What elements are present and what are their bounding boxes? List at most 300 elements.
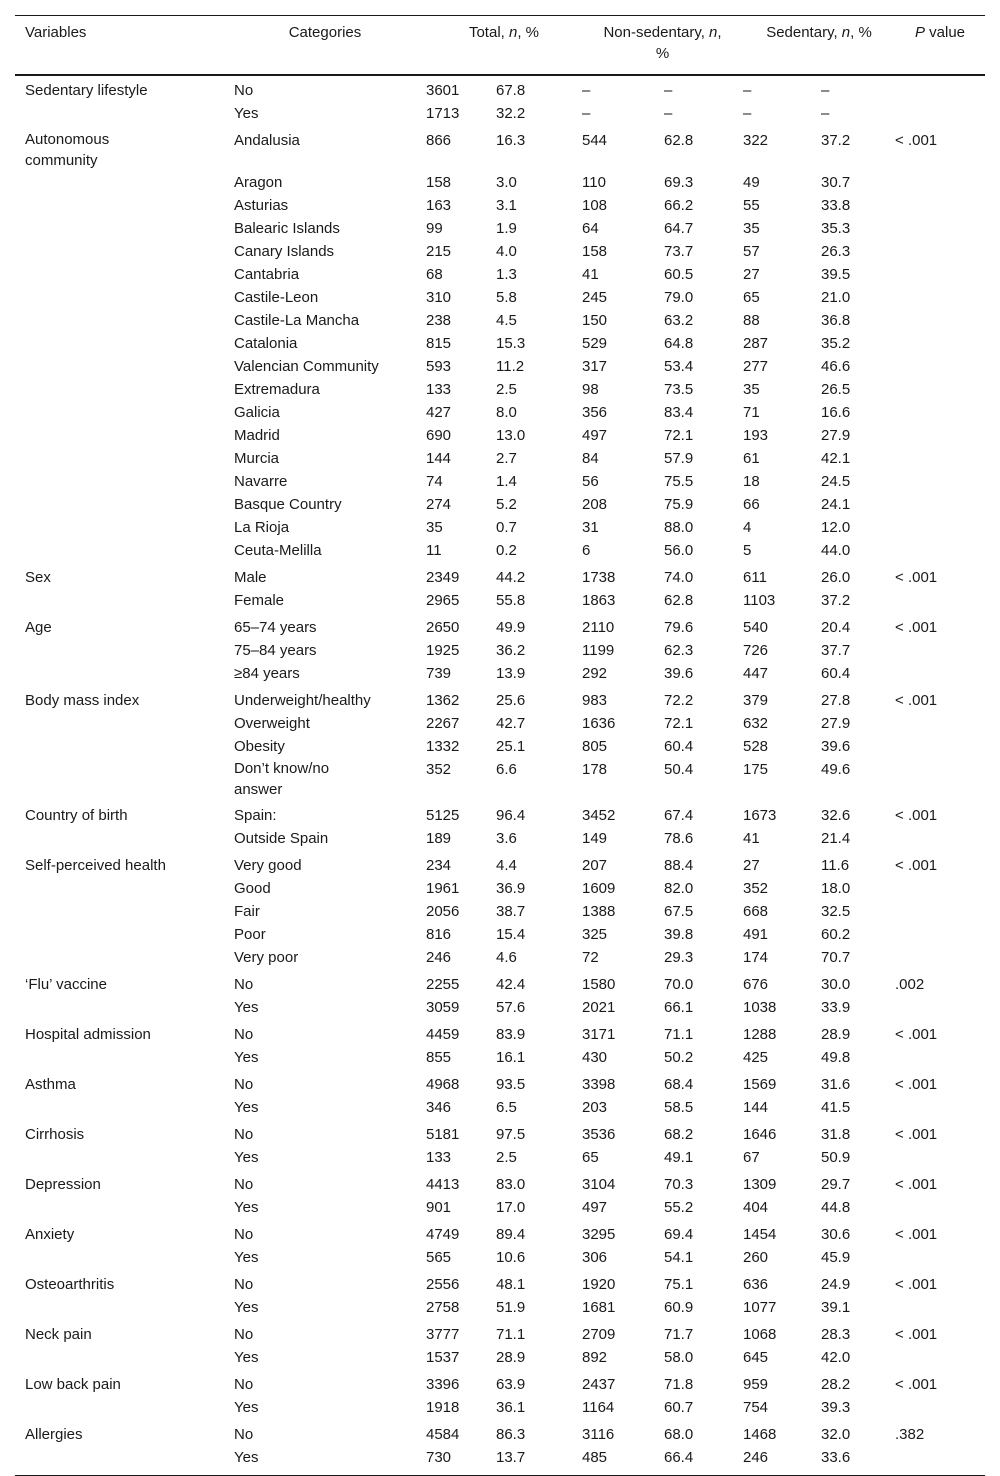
header-non-sedentary: Non-sedentary, n, %: [582, 16, 743, 76]
table-row: [15, 1121, 985, 1146]
p-value-cell: < .001: [895, 857, 938, 874]
category-cell: No: [234, 1226, 254, 1243]
non-sedentary-n-cell: 110: [582, 174, 606, 191]
variable-cell: Neck pain: [25, 1326, 92, 1343]
non-sedentary-n-cell: 158: [582, 243, 608, 260]
table-row: [15, 1246, 985, 1271]
total-n-cell: 2556: [426, 1276, 460, 1293]
total-pct-cell: 4.5: [496, 312, 517, 329]
total-pct-cell: 25.1: [496, 738, 526, 755]
sedentary-n-cell: 540: [743, 619, 769, 636]
total-n-cell: 3777: [426, 1326, 460, 1343]
total-pct-cell: 11.2: [496, 358, 525, 375]
variable-cell: [15, 447, 224, 470]
variable-cell: [15, 1446, 224, 1476]
table-row: [15, 1096, 985, 1121]
sedentary-n-cell: 1673: [743, 807, 777, 824]
category-cell: Fair: [234, 903, 260, 920]
sedentary-n-cell: 35: [743, 220, 760, 237]
non-sedentary-pct-cell: 68.2: [664, 1126, 694, 1143]
category-cell: No: [234, 1076, 254, 1093]
variable-cell: [15, 401, 224, 424]
category-cell: No: [234, 1026, 254, 1043]
category-cell: Yes: [234, 1299, 259, 1316]
p-value-cell: [895, 194, 985, 217]
total-pct-cell: 67.8: [496, 82, 526, 99]
table-row: [15, 1396, 985, 1421]
p-value-cell: [895, 217, 985, 240]
sedentary-pct-cell: 16.6: [821, 404, 851, 421]
category-cell: Yes: [234, 999, 259, 1016]
header-total: Total, n, %: [426, 16, 582, 76]
category-cell: No: [234, 1426, 254, 1443]
total-n-cell: 310: [426, 289, 452, 306]
variable-cell: [15, 923, 224, 946]
p-value-cell: < .001: [895, 1226, 938, 1243]
total-n-cell: 2349: [426, 569, 460, 586]
sedentary-pct-cell: 21.0: [821, 289, 851, 306]
total-pct-cell: 15.4: [496, 926, 526, 943]
sedentary-pct-cell: –: [821, 82, 830, 99]
non-sedentary-pct-cell: 54.1: [664, 1249, 694, 1266]
total-pct-cell: 10.6: [496, 1249, 526, 1266]
total-n-cell: 1713: [426, 105, 460, 122]
table-row: [15, 564, 985, 589]
category-cell: Spain:: [234, 807, 277, 824]
total-pct-cell: 96.4: [496, 807, 526, 824]
category-cell: Murcia: [234, 450, 280, 467]
non-sedentary-pct-cell: 82.0: [664, 880, 694, 897]
non-sedentary-pct-cell: 62.8: [664, 132, 694, 149]
sedentary-n-cell: 144: [743, 1099, 769, 1116]
non-sedentary-pct-cell: 88.4: [664, 857, 694, 874]
category-cell: Yes: [234, 1149, 259, 1166]
non-sedentary-n-cell: 150: [582, 312, 608, 329]
total-n-cell: 68: [426, 266, 443, 283]
non-sedentary-n-cell: 1738: [582, 569, 616, 586]
total-pct-cell: 17.0: [496, 1199, 526, 1216]
non-sedentary-pct-cell: 72.2: [664, 692, 694, 709]
non-sedentary-n-cell: 149: [582, 830, 608, 847]
variable-cell: [15, 1296, 224, 1321]
sedentary-n-cell: 41: [743, 830, 760, 847]
non-sedentary-pct-cell: 69.3: [664, 174, 694, 191]
table-row: [15, 217, 985, 240]
total-n-cell: 1961: [426, 880, 460, 897]
sedentary-pct-cell: 39.5: [821, 266, 851, 283]
variable-cell: [15, 639, 224, 662]
total-pct-cell: 44.2: [496, 569, 526, 586]
total-n-cell: 866: [426, 132, 452, 149]
table-row: [15, 539, 985, 564]
table-row: [15, 378, 985, 401]
total-pct-cell: 4.4: [496, 857, 517, 874]
non-sedentary-pct-cell: 50.4: [664, 761, 694, 778]
p-value-cell: [895, 424, 985, 447]
p-value-cell: < .001: [895, 807, 938, 824]
table-body: [15, 75, 985, 1476]
non-sedentary-n-cell: 892: [582, 1349, 608, 1366]
category-cell: Castile-Leon: [234, 289, 319, 306]
table-row: [15, 1046, 985, 1071]
non-sedentary-n-cell: 2110: [582, 619, 615, 636]
table-row: [15, 1171, 985, 1196]
sedentary-n-cell: 193: [743, 427, 769, 444]
non-sedentary-pct-cell: 69.4: [664, 1226, 694, 1243]
variable-cell: [15, 900, 224, 923]
p-value-cell: .382: [895, 1426, 925, 1443]
variable-cell: [15, 424, 224, 447]
category-cell: ≥84 years: [234, 665, 300, 682]
total-pct-cell: 15.3: [496, 335, 526, 352]
p-value-cell: [895, 662, 985, 687]
total-pct-cell: 38.7: [496, 903, 526, 920]
sedentary-n-cell: 425: [743, 1049, 769, 1066]
total-n-cell: 1925: [426, 642, 460, 659]
table-row: [15, 827, 985, 852]
table-row: [15, 171, 985, 194]
table-row: [15, 852, 985, 877]
p-value-cell: < .001: [895, 1326, 938, 1343]
total-n-cell: 815: [426, 335, 452, 352]
category-cell: Catalonia: [234, 335, 298, 352]
sedentary-n-cell: 645: [743, 1349, 769, 1366]
category-cell: No: [234, 1376, 254, 1393]
variable-cell: [15, 712, 224, 735]
table-row: [15, 1196, 985, 1221]
sedentary-pct-cell: 49.8: [821, 1049, 851, 1066]
table-row: [15, 923, 985, 946]
total-pct-cell: 4.6: [496, 949, 517, 966]
sedentary-pct-cell: 27.9: [821, 715, 851, 732]
total-pct-cell: 5.8: [496, 289, 517, 306]
sedentary-pct-cell: 60.4: [821, 665, 851, 682]
p-value-cell: [895, 102, 985, 127]
variable-cell: [15, 493, 224, 516]
non-sedentary-pct-cell: 62.3: [664, 642, 694, 659]
sedentary-pct-cell: 42.1: [821, 450, 851, 467]
table-row: [15, 900, 985, 923]
total-pct-cell: 6.5: [496, 1099, 517, 1116]
p-value-cell: [895, 75, 985, 102]
sedentary-n-cell: 65: [743, 289, 760, 306]
non-sedentary-pct-cell: 58.0: [664, 1349, 694, 1366]
table-row: [15, 1296, 985, 1321]
table-row: [15, 424, 985, 447]
variable-cell: Age: [25, 619, 52, 636]
sedentary-pct-cell: 37.2: [821, 132, 851, 149]
variable-cell: [15, 217, 224, 240]
sedentary-n-cell: 4: [743, 519, 752, 536]
category-cell: Yes: [234, 1049, 259, 1066]
header-sedentary: Sedentary, n, %: [743, 16, 895, 76]
total-pct-cell: 36.2: [496, 642, 526, 659]
non-sedentary-n-cell: 41: [582, 266, 599, 283]
total-n-cell: 158: [426, 174, 452, 191]
non-sedentary-pct-cell: 60.9: [664, 1299, 694, 1316]
non-sedentary-n-cell: 497: [582, 1199, 608, 1216]
sedentary-pct-cell: 33.9: [821, 999, 851, 1016]
total-n-cell: 189: [426, 830, 452, 847]
non-sedentary-pct-cell: 67.5: [664, 903, 694, 920]
sedentary-n-cell: 726: [743, 642, 769, 659]
total-n-cell: 215: [426, 243, 452, 260]
category-cell: Very good: [234, 857, 302, 874]
total-pct-cell: 13.9: [496, 665, 526, 682]
sedentary-pct-cell: 32.5: [821, 903, 851, 920]
sedentary-pct-cell: 39.3: [821, 1399, 851, 1416]
total-pct-cell: 83.0: [496, 1176, 526, 1193]
non-sedentary-pct-cell: 72.1: [664, 715, 694, 732]
non-sedentary-n-cell: 84: [582, 450, 599, 467]
non-sedentary-n-cell: 325: [582, 926, 608, 943]
non-sedentary-n-cell: 56: [582, 473, 599, 490]
non-sedentary-pct-cell: 74.0: [664, 569, 694, 586]
table-row: [15, 75, 985, 102]
sedentary-n-cell: 174: [743, 949, 769, 966]
total-pct-cell: 2.7: [496, 450, 517, 467]
non-sedentary-n-cell: 203: [582, 1099, 608, 1116]
p-value-cell: [895, 332, 985, 355]
sedentary-n-cell: 611: [743, 569, 767, 586]
variable-cell: [15, 996, 224, 1021]
total-pct-cell: 71.1: [496, 1326, 526, 1343]
total-pct-cell: 3.1: [496, 197, 517, 214]
total-n-cell: 133: [426, 1149, 452, 1166]
total-n-cell: 730: [426, 1446, 496, 1476]
non-sedentary-pct-cell: 73.5: [664, 381, 694, 398]
table-row: [15, 735, 985, 758]
sedentary-pct-cell: 26.0: [821, 569, 851, 586]
non-sedentary-n-cell: 65: [582, 1149, 599, 1166]
category-cell: 75–84 years: [234, 642, 317, 659]
non-sedentary-n-cell: 2437: [582, 1376, 616, 1393]
p-value-cell: [895, 639, 985, 662]
category-cell: Aragon: [234, 174, 283, 191]
sedentary-pct-cell: 26.3: [821, 243, 851, 260]
total-n-cell: 4584: [426, 1426, 460, 1443]
sedentary-n-cell: 1569: [743, 1076, 777, 1093]
sedentary-n-cell: 1454: [743, 1226, 777, 1243]
total-n-cell: 246: [426, 949, 452, 966]
total-pct-cell: 28.9: [496, 1349, 526, 1366]
total-n-cell: 11: [426, 542, 442, 559]
table-row: [15, 1071, 985, 1096]
p-value-cell: [895, 827, 985, 852]
total-pct-cell: 57.6: [496, 999, 526, 1016]
category-cell: Yes: [224, 1446, 426, 1476]
total-pct-cell: 97.5: [496, 1126, 526, 1143]
non-sedentary-n-cell: 208: [582, 496, 608, 513]
non-sedentary-pct-cell: 66.4: [664, 1446, 743, 1476]
p-value-cell: [895, 240, 985, 263]
total-pct-cell: 0.2: [496, 542, 517, 559]
variable-cell: [15, 309, 224, 332]
p-value-cell: [895, 900, 985, 923]
category-cell: Extremadura: [234, 381, 320, 398]
sedentary-pct-cell: 21.4: [821, 830, 851, 847]
sedentary-pct-cell: 30.7: [821, 174, 851, 191]
non-sedentary-n-cell: 544: [582, 132, 608, 149]
total-pct-cell: 63.9: [496, 1376, 526, 1393]
variable-cell: Sedentary lifestyle: [25, 82, 148, 99]
variable-cell: [15, 102, 224, 127]
variable-cell: [15, 171, 224, 194]
p-value-cell: [895, 470, 985, 493]
variable-cell: [15, 332, 224, 355]
non-sedentary-pct-cell: 53.4: [664, 358, 694, 375]
sedentary-pct-cell: 39.1: [821, 1299, 851, 1316]
variable-cell: [15, 378, 224, 401]
sedentary-pct-cell: 27.8: [821, 692, 851, 709]
variable-cell: Cirrhosis: [25, 1126, 85, 1143]
p-value-cell: < .001: [895, 1176, 938, 1193]
category-cell: Galicia: [234, 404, 280, 421]
p-value-cell: [895, 1196, 985, 1221]
total-n-cell: 99: [426, 220, 443, 237]
sedentary-n-cell: 632: [743, 715, 769, 732]
header-p-value: P value: [895, 16, 985, 76]
sedentary-n-cell: 636: [743, 1276, 769, 1293]
total-n-cell: 144: [426, 450, 452, 467]
sedentary-n-cell: 88: [743, 312, 760, 329]
table-row: [15, 802, 985, 827]
table-row: [15, 194, 985, 217]
non-sedentary-pct-cell: 57.9: [664, 450, 694, 467]
non-sedentary-pct-cell: 70.3: [664, 1176, 694, 1193]
category-cell: Asturias: [234, 197, 289, 214]
p-value-cell: [895, 946, 985, 971]
sedentary-pct-cell: 27.9: [821, 427, 851, 444]
total-n-cell: 5125: [426, 807, 460, 824]
sedentary-pct-cell: 41.5: [821, 1099, 851, 1116]
p-value-cell: < .001: [895, 1276, 938, 1293]
table-row: [15, 712, 985, 735]
sedentary-n-cell: 287: [743, 335, 769, 352]
sedentary-pct-cell: 20.4: [821, 619, 851, 636]
table-row: [15, 971, 985, 996]
non-sedentary-pct-cell: –: [664, 82, 673, 99]
variable-cell: [15, 877, 224, 900]
variable-cell: [15, 758, 224, 802]
total-n-cell: 1918: [426, 1399, 460, 1416]
variable-cell: [15, 516, 224, 539]
total-n-cell: 133: [426, 381, 452, 398]
total-pct-cell: 0.7: [496, 519, 517, 536]
total-n-cell: 816: [426, 926, 452, 943]
p-value-cell: [895, 447, 985, 470]
total-n-cell: 352: [426, 761, 452, 778]
table-row: [15, 470, 985, 493]
category-cell: Yes: [234, 1349, 259, 1366]
total-n-cell: 35: [426, 519, 443, 536]
total-n-cell: 4459: [426, 1026, 460, 1043]
header-categories: Categories: [224, 16, 426, 76]
category-cell: No: [234, 1126, 254, 1143]
category-cell: Good: [234, 880, 271, 897]
category-cell: No: [234, 976, 254, 993]
non-sedentary-pct-cell: 75.5: [664, 473, 694, 490]
sedentary-pct-cell: 60.2: [821, 926, 851, 943]
table-row: [15, 1321, 985, 1346]
variable-cell: [15, 1346, 224, 1371]
non-sedentary-pct-cell: 68.4: [664, 1076, 694, 1093]
total-n-cell: 565: [426, 1249, 452, 1266]
category-cell: Ceuta-Melilla: [234, 542, 322, 559]
sedentary-pct-cell: 18.0: [821, 880, 851, 897]
total-n-cell: 2255: [426, 976, 460, 993]
non-sedentary-pct-cell: 39.8: [664, 926, 694, 943]
non-sedentary-pct-cell: 75.1: [664, 1276, 694, 1293]
non-sedentary-n-cell: 1681: [582, 1299, 616, 1316]
total-pct-cell: 42.4: [496, 976, 526, 993]
total-pct-cell: 42.7: [496, 715, 526, 732]
category-cell: Cantabria: [234, 266, 300, 283]
non-sedentary-n-cell: 1636: [582, 715, 616, 732]
total-n-cell: 855: [426, 1049, 452, 1066]
table-row: [15, 687, 985, 712]
non-sedentary-n-cell: 108: [582, 197, 608, 214]
non-sedentary-n-cell: 3398: [582, 1076, 616, 1093]
variable-cell: Asthma: [25, 1076, 76, 1093]
sedentary-n-cell: 277: [743, 358, 769, 375]
category-cell: Navarre: [234, 473, 288, 490]
p-value-cell: [895, 1246, 985, 1271]
total-n-cell: 1332: [426, 738, 460, 755]
p-value-cell: [895, 996, 985, 1021]
non-sedentary-pct-cell: 60.4: [664, 738, 694, 755]
category-cell: Yes: [234, 1199, 259, 1216]
sedentary-n-cell: 35: [743, 381, 760, 398]
total-pct-cell: 36.1: [496, 1399, 526, 1416]
sedentary-pct-cell: 33.8: [821, 197, 851, 214]
non-sedentary-n-cell: 98: [582, 381, 599, 398]
table-row: [15, 355, 985, 378]
sedentary-pct-cell: 44.0: [821, 542, 851, 559]
total-n-cell: 234: [426, 857, 452, 874]
total-pct-cell: 36.9: [496, 880, 526, 897]
total-pct-cell: 48.1: [496, 1276, 526, 1293]
table-header: [15, 16, 985, 76]
header-variables: Variables: [15, 16, 224, 76]
non-sedentary-pct-cell: 39.6: [664, 665, 694, 682]
sedentary-n-cell: 1309: [743, 1176, 777, 1193]
total-pct-cell: 89.4: [496, 1226, 526, 1243]
total-n-cell: 4749: [426, 1226, 460, 1243]
table-row: [15, 1446, 985, 1476]
non-sedentary-n-cell: 1164: [582, 1399, 615, 1416]
sedentary-pct-cell: 24.5: [821, 473, 851, 490]
table-row: [15, 1346, 985, 1371]
category-cell: Obesity: [234, 738, 285, 755]
table-row: [15, 1221, 985, 1246]
table-row: [15, 1421, 985, 1446]
p-value-cell: [895, 1396, 985, 1421]
total-pct-cell: 2.5: [496, 381, 517, 398]
table-row: [15, 1146, 985, 1171]
sedentary-n-cell: 959: [743, 1376, 769, 1393]
non-sedentary-n-cell: 485: [582, 1446, 664, 1476]
total-n-cell: 2650: [426, 619, 460, 636]
sedentary-n-cell: –: [743, 105, 752, 122]
sedentary-pct-cell: 37.7: [821, 642, 851, 659]
category-cell: Female: [234, 592, 285, 609]
non-sedentary-n-cell: 245: [582, 289, 608, 306]
category-cell: Valencian Community: [234, 358, 379, 375]
sedentary-n-cell: 1468: [743, 1426, 777, 1443]
total-n-cell: 238: [426, 312, 452, 329]
sedentary-pct-cell: 35.2: [821, 335, 851, 352]
